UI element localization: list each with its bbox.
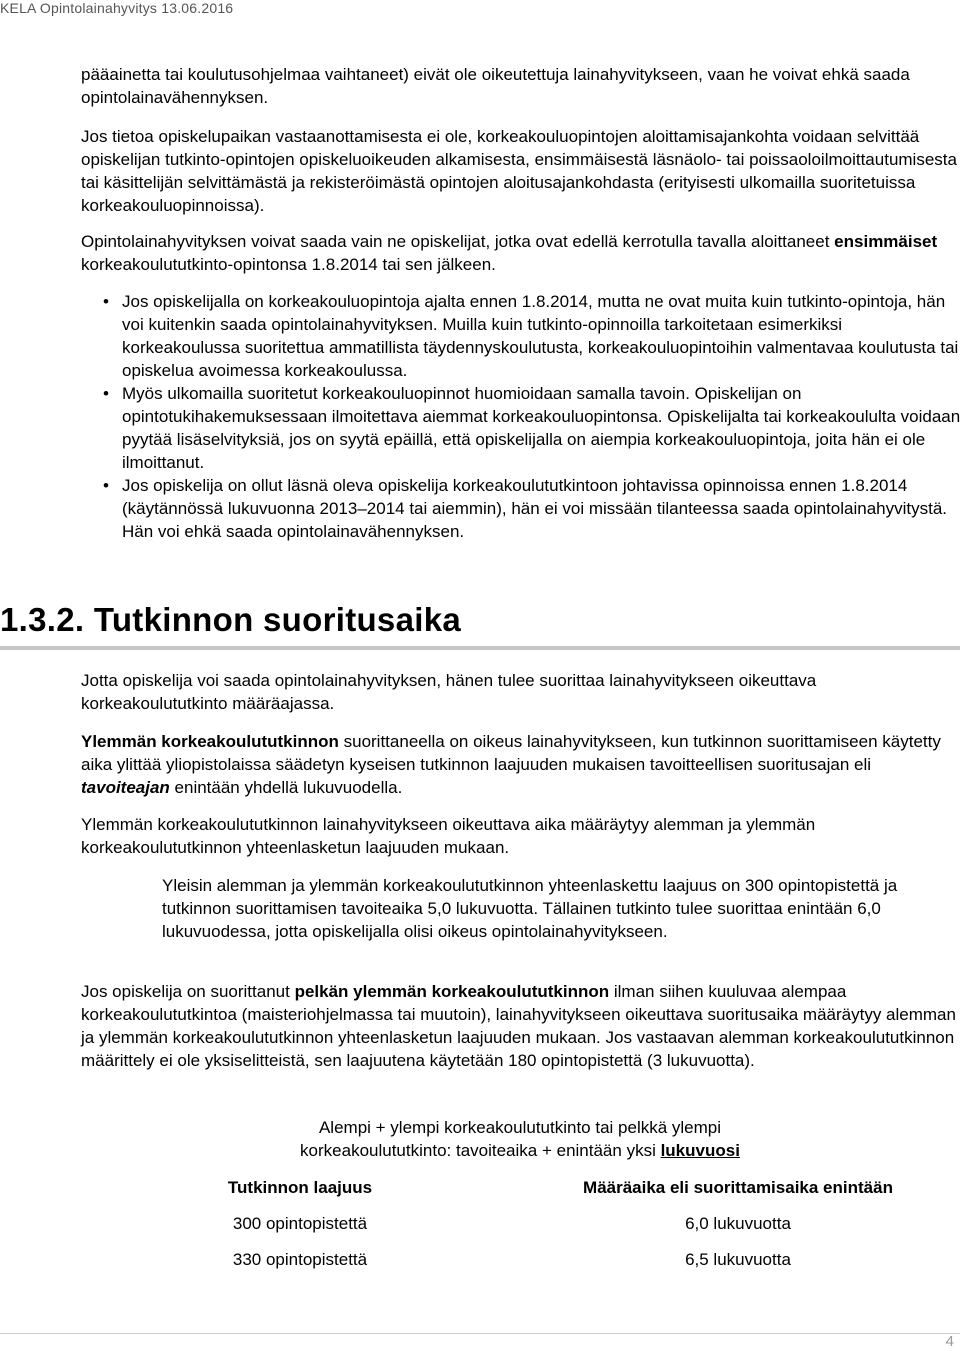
table-cell: 6,0 lukuvuotta [685,1214,791,1233]
paragraph-4: Jotta opiskelija voi saada opintolainahyvityksen, hänen tulee suorittaa lainahyvitykseen oikeuttava korkeakoulututkinto määräajassa. [81,671,817,713]
table-header-cell: Määräaika eli suorittamisaika enintään [583,1178,893,1197]
emphasis-first: ensimmäiset [834,232,938,251]
bullet-list [81,290,960,543]
paragraph-6: Ylemmän korkeakoulututkinnon lainahyvitykseen oikeuttava aika määräytyy alemman ja ylemmän korkeakoulututkinnon yhteenlasketun laajuuden mukaan. [81,815,816,857]
paragraph-3: Opintolainahyvityksen voivat saada vain ne opiskelijat, jotka ovat edellä kerrotulla tavalla aloittaneet ensimmäiset korkeakoulututkinto-opintonsa 1.8.2014 tai sen jälkeen. [81,232,938,274]
table-row [0,1212,960,1235]
footer-divider [0,1333,960,1334]
formula-line-1: Alempi + ylempi korkeakoulututkinto tai pelkkä ylempi [318,1118,722,1137]
paragraph-5: Ylemmän korkeakoulututkinnon suorittaneella on oikeus lainahyvitykseen, kun tutkinnon suorittamiseen käytetty aika ylittää yliopistolaissa säädetyn kyseisen tutkinnon laajuuden mukaisen tavoitteellisen suoritusajan eli tavoiteajan enintään yhdellä lukuvuodella. [81,732,941,797]
table-cell: 330 opintopistettä [232,1250,368,1269]
table-header-cell: Tutkinnon laajuus [227,1178,373,1197]
paragraph-2: Jos tietoa opiskelupaikan vastaanottamisesta ei ole, korkeakouluopintojen aloittamisajankohta voidaan selvittää opiskelijan tutkinto-opintojen opiskeluoikeuden alkamisesta, ensimmäisestä läsnäolo- tai poissaoloilmoittautumisesta tai käsittelijän selvittämästä ja rekisteröimästä opintojen aloitusajankohdasta (erityisesti ulkomailla suoritetuissa korkeakouluopinnoissa). [81,127,957,215]
paragraph-8: Jos opiskelija on suorittanut pelkän ylemmän korkeakoulututkinnon ilman siihen kuuluvaa alempaa korkeakoulututkintoa (maisteriohjelmassa tai muutoin), lainahyvitykseen oikeuttava suoritusaika määräytyy alemman ja ylemmän korkeakoulututkinnon yhteenlasketun laajuuden mukaan. Jos vastaavan alemman korkeakoulututkinnon määrittely ei ole yksiselitteistä, sen laajuutena käytetään 180 opintopistettä (3 lukuvuotta). [81,982,956,1070]
formula-line-2: korkeakoulututkinto: tavoiteaika + enintään yksi lukuvuosi [300,1141,740,1160]
list-item: • Myös ulkomailla suoritetut korkeakouluopinnot huomioidaan samalla tavoin. Opiskelijan on opintotukihakemuksessaan ilmoitettava aiemmat korkeakouluopintonsa. Opiskelijalta tai korkeakoululta voidaan pyytää lisäselvityksiä, jos on syytä epäillä, että opiskelijalla on aiempia korkeakouluopintoja, joita hän ei ole ilmoittanut. [81,382,960,474]
section-divider [0,646,960,650]
paragraph-1: pääainetta tai koulutusohjelmaa vaihtaneet) eivät ole oikeutettuja lainahyvitykseen, vaan he voivat ehkä saada opintolainavähennyksen. [81,65,910,107]
list-item: • Jos opiskelijalla on korkeakouluopintoja ajalta ennen 1.8.2014, mutta ne ovat muita kuin tutkinto-opintoja, hän voi kuitenkin saada opintolainahyvityksen. Muilla kuin tutkinto-opinnoilla tarkoitetaan esimerkiksi korkeakoulussa suoritettua ammatillista täydennyskoulutusta, korkeakouluopintoihin valmentavaa koulutusta tai opiskelua avoimessa korkeakoulussa. [81,290,960,382]
indented-note: Yleisin alemman ja ylemmän korkeakoulututkinnon yhteenlaskettu laajuus on 300 opintopistettä ja tutkinnon suorittamisen tavoiteaika 5,0 lukuvuotta. Tällainen tutkinto tulee suorittaa enintään 6,0 lukuvuodessa, jotta opiskelijalla olisi oikeus opintolainahyvitykseen. [162,876,898,941]
table-cell: 300 opintopistettä [232,1214,368,1233]
table-row [0,1248,960,1271]
list-item: • Jos opiskelija on ollut läsnä oleva opiskelija korkeakoulututkintoon johtavissa opinnoissa ennen 1.8.2014 (käytännössä lukuvuonna 2013–2014 tai aiemmin), hän ei voi missään tilanteessa saada opintolainahyvitystä. Hän voi ehkä saada opintolainavähennyksen. [81,474,960,543]
table-header-row [0,1176,960,1199]
page-number: 4 [945,1333,954,1350]
section-heading: 1.3.2. Tutkinnon suoritusaika [0,601,462,638]
page-header: KELA Opintolainahyvitys 13.06.2016 [0,0,234,16]
table-cell: 6,5 lukuvuotta [685,1250,791,1269]
